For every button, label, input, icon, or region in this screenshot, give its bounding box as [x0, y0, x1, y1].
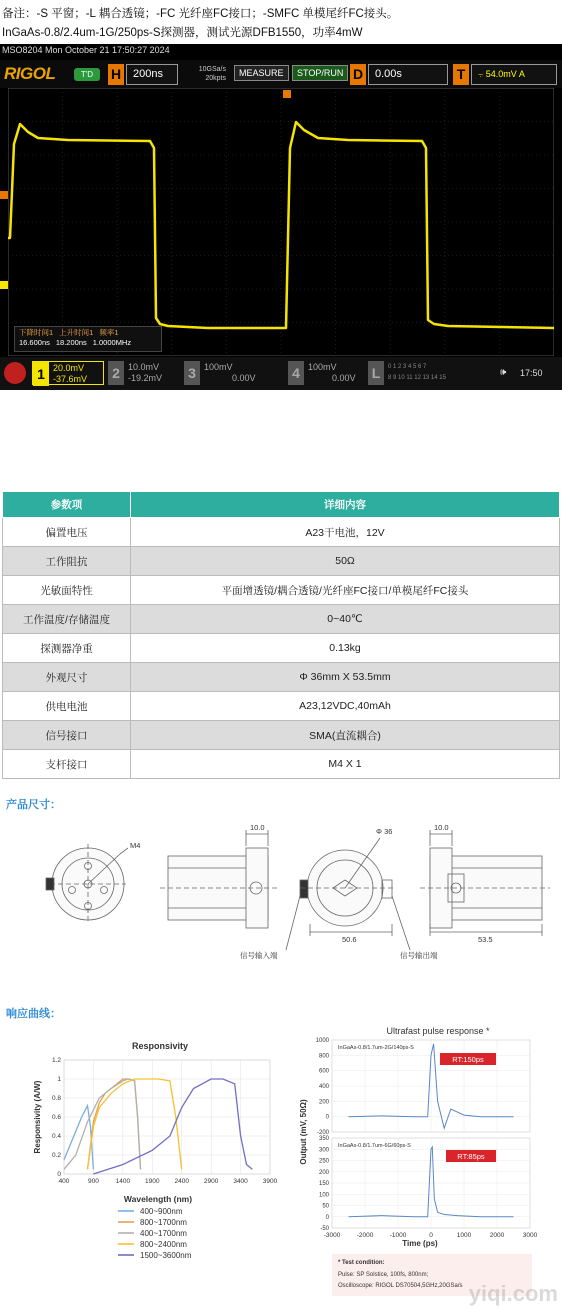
pulse-ylabel: Output (mV, 50Ω)	[299, 1099, 308, 1165]
measure-button[interactable]: MEASURE	[234, 65, 289, 81]
y-tick-label: 250	[318, 1158, 329, 1165]
y-tick-label: -50	[320, 1226, 329, 1232]
rigol-logo: RIGOL	[4, 64, 56, 83]
measurement-value-fall: 16.600ns	[19, 338, 50, 347]
x-tick-label: 2400	[174, 1178, 189, 1185]
logic-label: L	[368, 361, 384, 385]
scope-top-bar	[0, 60, 562, 88]
table-row	[3, 605, 560, 634]
y-tick-label: 1	[57, 1076, 61, 1083]
sample-rate: 10GSa/s	[198, 66, 226, 73]
trigger-level: 54.0mV	[485, 69, 517, 79]
y-tick-label: 400	[318, 1084, 329, 1090]
y-tick-label: 50	[322, 1203, 329, 1210]
table-cell-value: 0~40℃	[131, 605, 560, 634]
x-tick-label: 0	[429, 1232, 433, 1239]
measurement-panel	[14, 326, 162, 352]
measurement-value-rise: 18.200ns	[55, 338, 87, 347]
channel-1[interactable]	[32, 361, 104, 385]
x-tick-label: -1000	[389, 1232, 407, 1239]
home-menu-icon[interactable]	[4, 362, 26, 384]
table-row	[3, 663, 560, 692]
y-tick-label: 350	[318, 1136, 329, 1142]
trigger-mode: A	[518, 69, 525, 79]
table-cell-param: 供电电池	[3, 692, 131, 721]
x-tick-label: -2000	[356, 1232, 374, 1239]
y-tick-label: 0	[325, 1114, 329, 1121]
memory-points: 20kpts	[205, 75, 226, 82]
table-cell-param: 工作阻抗	[3, 547, 131, 576]
y-tick-label: 0.2	[51, 1152, 61, 1159]
measurement-label-rise: 上升时间1	[59, 328, 94, 337]
table-cell-param: 信号接口	[3, 721, 131, 750]
table-cell-param: 偏置电压	[3, 518, 131, 547]
trigger-box[interactable]	[471, 64, 557, 85]
y-tick-label: 1.2	[51, 1057, 61, 1064]
scope-header: MSO8204 Mon October 21 17:50:27 2024	[2, 45, 170, 55]
section-title-response: 响应曲线：	[6, 1008, 61, 1020]
table-cell-value: 平面增透镜/耦合透镜/光纤座FC接口/单模尾纤FC接头	[131, 576, 560, 605]
x-tick-label: -3000	[323, 1232, 341, 1239]
label-10-left: 10.0	[250, 823, 265, 832]
table-cell-value: 50Ω	[131, 547, 560, 576]
legend-label: 800~2400nm	[140, 1240, 187, 1249]
channel-4-offset: 0.00V	[332, 373, 356, 383]
table-cell-value: 0.13kg	[131, 634, 560, 663]
watermark: yiqi.com	[468, 1281, 558, 1306]
pulse-title: Ultrafast pulse response *	[386, 1026, 490, 1036]
front-view-left	[46, 844, 128, 924]
pulse-panel-1-label: InGaAs-0.8/1.7um-2G/140ps-S	[338, 1045, 414, 1051]
x-tick-label: 900	[87, 1178, 99, 1185]
scope-waveform-svg	[8, 88, 554, 356]
table-header-row	[3, 492, 560, 518]
y-tick-label: 300	[318, 1147, 329, 1154]
spec-table	[2, 491, 560, 779]
table-cell-value: Φ 36mm X 53.5mm	[131, 663, 560, 692]
y-tick-label: 0.6	[51, 1114, 61, 1121]
channel-1-ground-marker	[0, 281, 8, 289]
pulse-panel-2-label: InGaAs-0.8/1.7um-6G/60ps-S	[338, 1143, 411, 1149]
responsivity-title: Responsivity	[131, 1041, 189, 1051]
pulse-panel-1-annotation: RT:150ps	[452, 1055, 484, 1064]
measurement-value-freq: 1.0000MHz	[92, 338, 132, 347]
speaker-icon[interactable]: 🕪	[500, 367, 507, 378]
channel-3[interactable]	[184, 361, 254, 385]
label-signal-out: 信号输出端	[400, 951, 438, 960]
table-row	[3, 721, 560, 750]
x-tick-label: 1400	[115, 1178, 131, 1185]
x-tick-label: 3900	[262, 1178, 278, 1185]
y-tick-label: 0.8	[51, 1095, 61, 1102]
table-header-detail: 详细内容	[131, 492, 560, 518]
channel-2[interactable]	[108, 361, 180, 385]
y-tick-label: 0	[57, 1171, 61, 1178]
x-tick-label: 400	[58, 1178, 70, 1185]
channel-2-offset: -19.2mV	[128, 373, 163, 383]
trigger-position-marker	[283, 90, 291, 98]
channel-bar	[0, 357, 562, 390]
trigger-edge-icon: ⨪	[478, 69, 484, 79]
table-row	[3, 750, 560, 779]
table-row	[3, 518, 560, 547]
y-tick-label: 100	[318, 1192, 329, 1199]
label-50-6: 50.6	[342, 935, 357, 944]
label-signal-in: 信号输入端	[240, 951, 278, 960]
digital-row-2: 8 9 10 11 12 13 14 15	[388, 375, 446, 381]
trigger-level-marker	[0, 191, 8, 199]
timebase-value[interactable]: 200ns	[126, 64, 178, 85]
mode-badge: T'D	[74, 68, 100, 81]
channel-2-number: 2	[108, 361, 124, 385]
table-row	[3, 576, 560, 605]
stop-run-button[interactable]: STOP/RUN	[292, 65, 348, 81]
y-tick-label: 600	[318, 1068, 329, 1075]
channel-1-offset: -37.6mV	[53, 374, 88, 384]
channel-4-number: 4	[288, 361, 304, 385]
measurement-label-fall: 下降时间1	[19, 328, 54, 337]
y-tick-label: 800	[318, 1053, 329, 1060]
response-charts	[0, 1020, 562, 1311]
x-tick-label: 2000	[489, 1232, 505, 1239]
table-cell-param: 支杆接口	[3, 750, 131, 779]
y-tick-label: 0	[325, 1214, 329, 1221]
logic-analyzer[interactable]	[368, 361, 448, 385]
responsivity-xlabel: Wavelength (nm)	[123, 1194, 193, 1204]
note-line-1: 备注：-S 平窗；-L 耦合透镜；-FC 光纤座FC接口；-SMFC 单模尾纤FC接头。	[2, 8, 399, 20]
x-tick-label: 1900	[145, 1178, 160, 1185]
scope-grid	[8, 88, 554, 356]
table-cell-param: 光敏面特性	[3, 576, 131, 605]
oscilloscope-screen	[0, 44, 562, 390]
channel-1-number: 1	[33, 362, 49, 386]
channel-4[interactable]	[288, 361, 358, 385]
table-cell-value: A23干电池，12V	[131, 518, 560, 547]
measurement-label-freq: 频率1	[99, 328, 119, 337]
test-condition-line-1: Pulse: SP Solstice, 100fs, 800nm;	[338, 1272, 429, 1278]
clock: 17:50	[520, 368, 543, 378]
channel-4-volts: 100mV	[308, 362, 337, 372]
channel-3-number: 3	[184, 361, 200, 385]
front-view-right	[300, 838, 395, 936]
y-tick-label: -200	[316, 1130, 329, 1136]
channel-3-offset: 0.00V	[232, 373, 256, 383]
y-tick-label: 200	[318, 1169, 329, 1176]
x-tick-label: 3400	[233, 1178, 248, 1185]
label-phi36: Φ 36	[376, 827, 393, 836]
legend-label: 800~1700nm	[140, 1218, 187, 1227]
table-cell-value: M4 X 1	[131, 750, 560, 779]
label-10-right: 10.0	[434, 823, 449, 832]
test-condition-title: * Test condition:	[338, 1260, 385, 1266]
y-tick-label: 0.4	[51, 1133, 61, 1140]
side-view-right	[420, 830, 550, 936]
legend-label: 400~1700nm	[140, 1229, 187, 1238]
label-53-5: 53.5	[478, 935, 493, 944]
table-cell-param: 探测器净重	[3, 634, 131, 663]
pulse-panel-2-annotation: RT:85ps	[457, 1152, 485, 1161]
t-label[interactable]: T	[453, 64, 469, 85]
x-tick-label: 2900	[203, 1178, 219, 1185]
channel-2-volts: 10.0mV	[128, 362, 160, 372]
x-tick-label: 1000	[456, 1232, 472, 1239]
channel-3-volts: 100mV	[204, 362, 233, 372]
y-tick-label: 150	[318, 1181, 329, 1187]
legend-label: 400~900nm	[140, 1207, 183, 1216]
test-condition-line-2: Oscilloscope: RIGOL DS70504,5GHz,20GSa/s	[338, 1283, 463, 1289]
h-label[interactable]: H	[108, 64, 124, 85]
table-cell-value: SMA(直流耦合)	[131, 721, 560, 750]
pulse-xlabel: Time (ps)	[402, 1239, 438, 1248]
digital-row-1: 0 1 2 3 4 5 6 7	[388, 364, 427, 370]
dimension-drawing	[0, 818, 562, 968]
note-line-2: InGaAs-0.8/2.4um-1G/250ps-S探测器，测试光源DFB1550，功率4mW	[2, 27, 363, 39]
table-header-param: 参数项	[3, 492, 131, 518]
responsivity-ylabel: Responsivity (A/W)	[33, 1080, 42, 1154]
y-tick-label: 200	[318, 1099, 329, 1106]
channel-1-volts: 20.0mV	[53, 363, 85, 373]
table-cell-param: 工作温度/存储温度	[3, 605, 131, 634]
x-tick-label: 3000	[522, 1232, 538, 1239]
table-cell-value: A23,12VDC,40mAh	[131, 692, 560, 721]
side-view-left	[160, 830, 280, 928]
delay-value[interactable]: 0.00s	[368, 64, 448, 85]
table-row	[3, 634, 560, 663]
d-label[interactable]: D	[350, 64, 366, 85]
legend-label: 1500~3600nm	[140, 1251, 192, 1260]
section-title-dimensions: 产品尺寸：	[6, 799, 61, 811]
table-cell-param: 外观尺寸	[3, 663, 131, 692]
y-tick-label: 1000	[315, 1038, 329, 1044]
table-row	[3, 692, 560, 721]
label-m4: M4	[130, 841, 141, 850]
table-row	[3, 547, 560, 576]
